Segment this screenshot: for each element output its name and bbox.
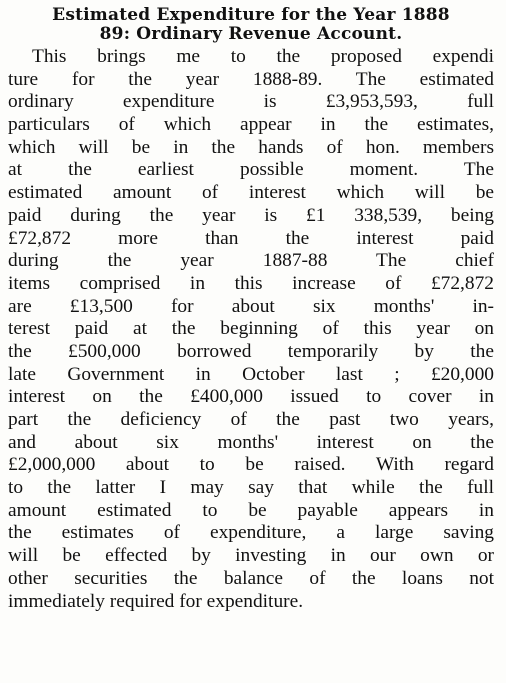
headline-line-2: 89: Ordinary Revenue Account. (99, 24, 403, 44)
body-line: other securities the balance of the loans not (8, 567, 494, 589)
body-line: during the year 1887-88 The chief (8, 250, 494, 272)
body-line: to the latter I may say that while the full (8, 477, 494, 499)
body-line: the £500,000 borrowed temporarily by the (8, 340, 494, 362)
body-line: and about six months' interest on the (8, 431, 494, 453)
body-line: immediately required for expenditure. (8, 590, 304, 612)
body-line: This brings me to the proposed expendi (32, 46, 494, 67)
body-line: terest paid at the beginning of this year on (8, 318, 494, 340)
body-line: are £13,500 for about six months' in- (8, 295, 494, 317)
body-line: late Government in October last ; £20,000 (8, 363, 494, 385)
body-line: particulars of which appear in the estimates, (8, 114, 494, 136)
body-line: £2,000,000 about to be raised. With regard (8, 454, 494, 476)
body-line: at the earliest possible moment. The (8, 159, 494, 181)
article-headline (8, 6, 494, 44)
body-line: paid during the year is £1 338,539, being (8, 204, 494, 226)
body-line: will be effected by investing in our own or (8, 545, 494, 567)
body-line: ordinary expenditure is £3,953,593, full (8, 91, 494, 113)
body-line: ture for the year 1888-89. The estimated (8, 68, 494, 90)
body-line: the estimates of expenditure, a large saving (8, 522, 494, 544)
body-line: part the deficiency of the past two years, (8, 409, 494, 430)
body-line: which will be in the hands of hon. members (8, 136, 494, 158)
body-line: interest on the £400,000 issued to cover in (8, 386, 494, 408)
body-line: £72,872 more than the interest paid (8, 227, 494, 249)
body-line: amount estimated to be payable appears in (8, 499, 494, 521)
article-body (8, 46, 494, 613)
headline-line-1: Estimated Expenditure for the Year 1888 (52, 5, 450, 25)
body-line: estimated amount of interest which will be (8, 182, 494, 204)
body-line: items comprised in this increase of £72,872 (8, 272, 494, 294)
